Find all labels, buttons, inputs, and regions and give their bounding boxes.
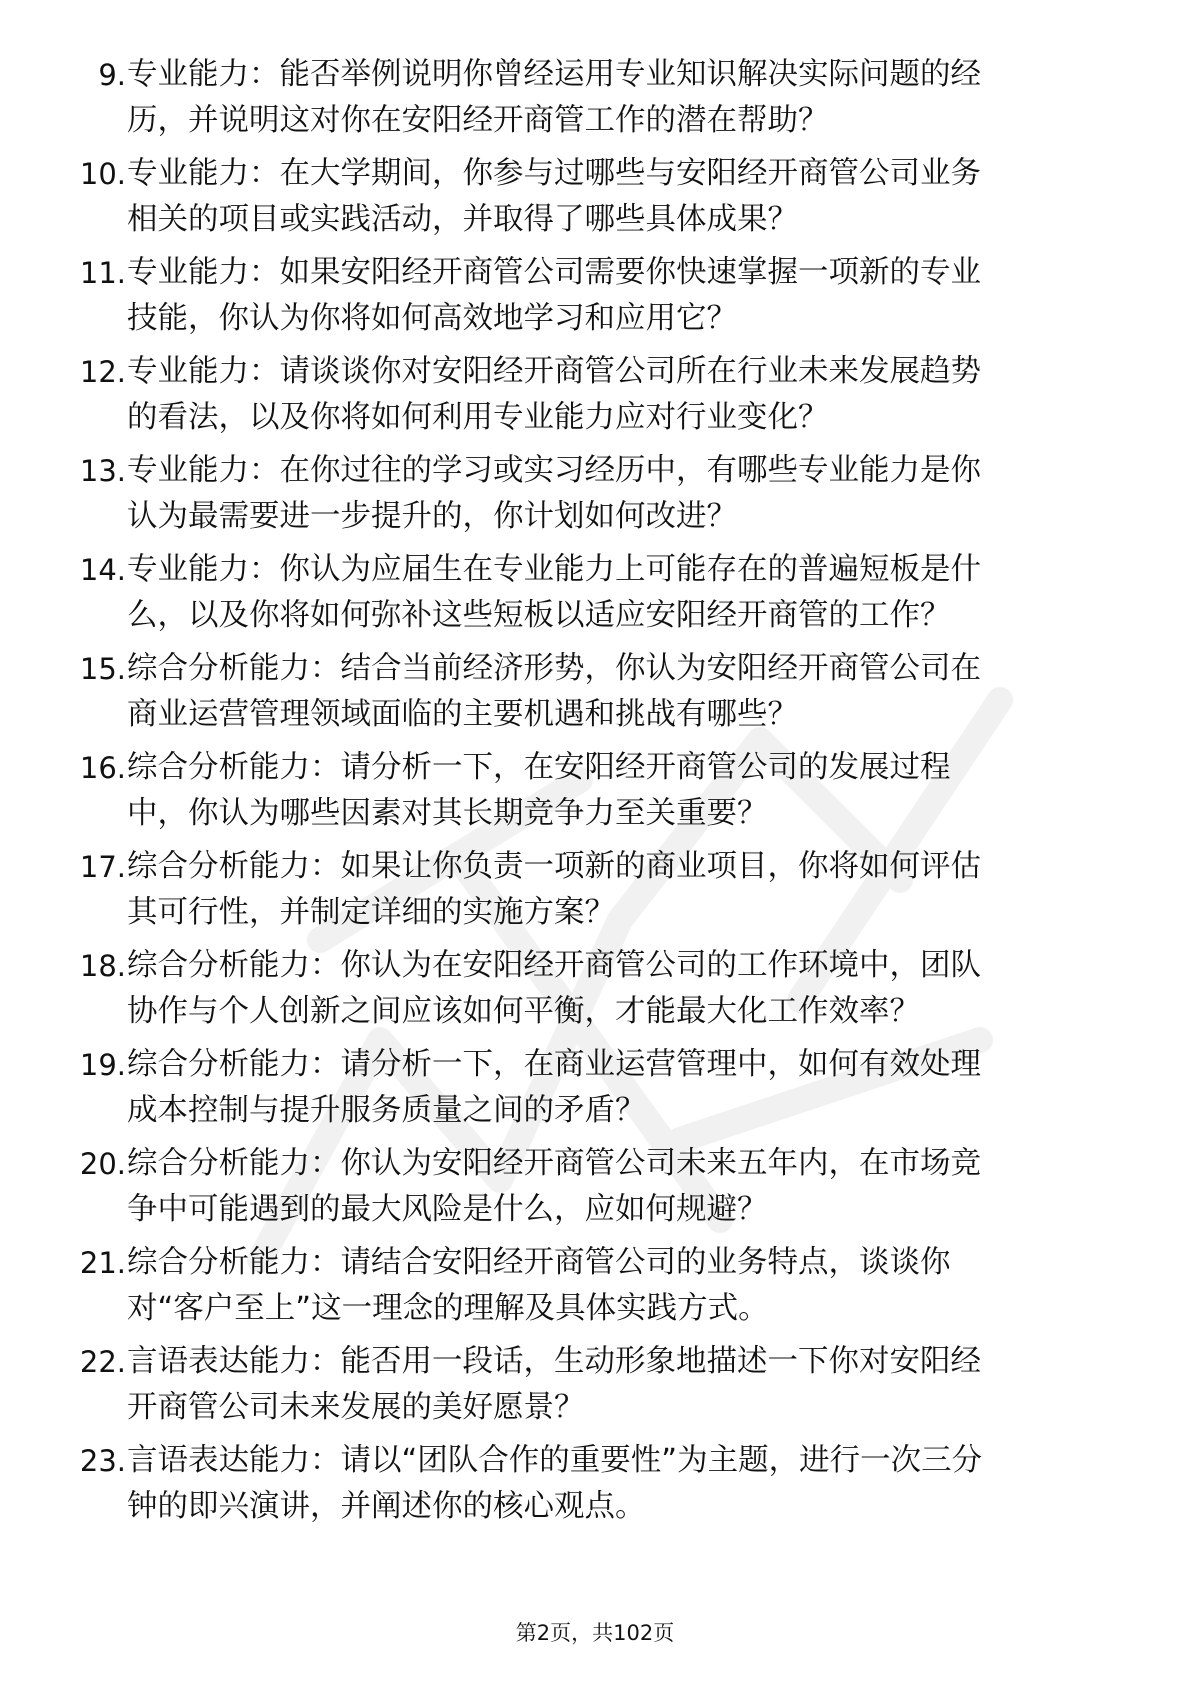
question-text-line: 专业能力：在你过往的学习或实习经历中，有哪些专业能力是你 [127,453,981,488]
page-footer [0,1618,1190,1648]
question-text-line: 专业能力：你认为应届生在专业能力上可能存在的普遍短板是什 [127,552,981,587]
question-item [0,345,1190,444]
question-text-line: 开商管公司未来发展的美好愿景？ [127,1390,585,1425]
question-text-line: 专业能力：能否举例说明你曾经运用专业知识解决实际问题的经 [127,57,981,92]
question-text [127,448,1142,540]
question-text [127,1240,1142,1332]
question-text-line: 商业运营管理领域面临的主要机遇和挑战有哪些？ [127,697,798,732]
question-number: 13. [79,454,126,488]
question-item [0,543,1190,642]
question-item [0,1038,1190,1137]
question-number: 14. [79,553,126,587]
question-number: 18. [79,949,126,983]
question-text [127,52,1142,144]
question-number: 19. [79,1048,126,1082]
question-text [127,745,1142,837]
question-item [0,1335,1190,1434]
question-item [0,1434,1190,1533]
question-text-line: 专业能力：请谈谈你对安阳经开商管公司所在行业未来发展趋势 [127,354,981,389]
question-number: 21. [79,1246,126,1280]
question-text [127,250,1142,342]
question-item [0,642,1190,741]
question-text [127,943,1142,1035]
question-text-line: 综合分析能力：你认为在安阳经开商管公司的工作环境中，团队 [127,948,981,983]
question-text-line: 钟的即兴演讲，并阐述你的核心观点。 [127,1489,646,1524]
question-text-line: 么，以及你将如何弥补这些短板以适应安阳经开商管的工作？ [127,598,951,633]
question-number: 11. [79,256,126,290]
question-text [127,547,1142,639]
question-text-line: 争中可能遇到的最大风险是什么，应如何规避？ [127,1192,768,1227]
question-item [0,444,1190,543]
question-text [127,349,1142,441]
question-text-line: 技能，你认为你将如何高效地学习和应用它？ [127,301,737,336]
question-list [0,48,1190,1533]
question-item [0,246,1190,345]
question-item [0,840,1190,939]
question-text-line: 综合分析能力：结合当前经济形势，你认为安阳经开商管公司在 [127,651,981,686]
question-text-line: 的看法，以及你将如何利用专业能力应对行业变化？ [127,400,829,435]
question-text-line: 言语表达能力：请以“团队合作的重要性”为主题，进行一次三分 [127,1443,983,1478]
question-text [127,646,1142,738]
question-text-line: 相关的项目或实践活动，并取得了哪些具体成果？ [127,202,798,237]
question-text-line: 认为最需要进一步提升的，你计划如何改进？ [127,499,737,534]
question-text-line: 综合分析能力：请结合安阳经开商管公司的业务特点，谈谈你 [127,1245,951,1280]
question-text [127,1141,1142,1233]
page-number-label: 第2页，共102页 [515,1621,675,1645]
question-number: 15. [79,652,126,686]
question-number: 23. [79,1444,126,1478]
question-text-line: 其可行性，并制定详细的实施方案？ [127,895,615,930]
question-text-line: 对“客户至上”这一理念的理解及具体实践方式。 [127,1291,769,1326]
question-item [0,48,1190,147]
question-item [0,147,1190,246]
question-text [127,1438,1142,1530]
question-number: 22. [79,1345,126,1379]
question-text-line: 言语表达能力：能否用一段话，生动形象地描述一下你对安阳经 [127,1344,981,1379]
question-number: 20. [79,1147,126,1181]
question-text-line: 综合分析能力：如果让你负责一项新的商业项目，你将如何评估 [127,849,981,884]
question-text-line: 专业能力：如果安阳经开商管公司需要你快速掌握一项新的专业 [127,255,981,290]
question-number: 10. [79,157,126,191]
question-text [127,844,1142,936]
question-item [0,939,1190,1038]
question-item [0,741,1190,840]
question-number: 12. [79,355,126,389]
question-text [127,1042,1142,1134]
question-text-line: 综合分析能力：请分析一下，在安阳经开商管公司的发展过程 [127,750,951,785]
question-text-line: 协作与个人创新之间应该如何平衡，才能最大化工作效率？ [127,994,920,1029]
question-number: 16. [79,751,126,785]
question-text-line: 综合分析能力：你认为安阳经开商管公司未来五年内，在市场竞 [127,1146,981,1181]
question-text-line: 中，你认为哪些因素对其长期竞争力至关重要？ [127,796,768,831]
question-text [127,151,1142,243]
question-text-line: 历，并说明这对你在安阳经开商管工作的潜在帮助？ [127,103,829,138]
question-text-line: 成本控制与提升服务质量之间的矛盾？ [127,1093,646,1128]
question-text-line: 专业能力：在大学期间，你参与过哪些与安阳经开商管公司业务 [127,156,981,191]
question-text-line: 综合分析能力：请分析一下，在商业运营管理中，如何有效处理 [127,1047,981,1082]
question-number: 17. [79,850,126,884]
question-text [127,1339,1142,1431]
question-item [0,1137,1190,1236]
question-item [0,1236,1190,1335]
question-number: 9. [98,58,126,92]
